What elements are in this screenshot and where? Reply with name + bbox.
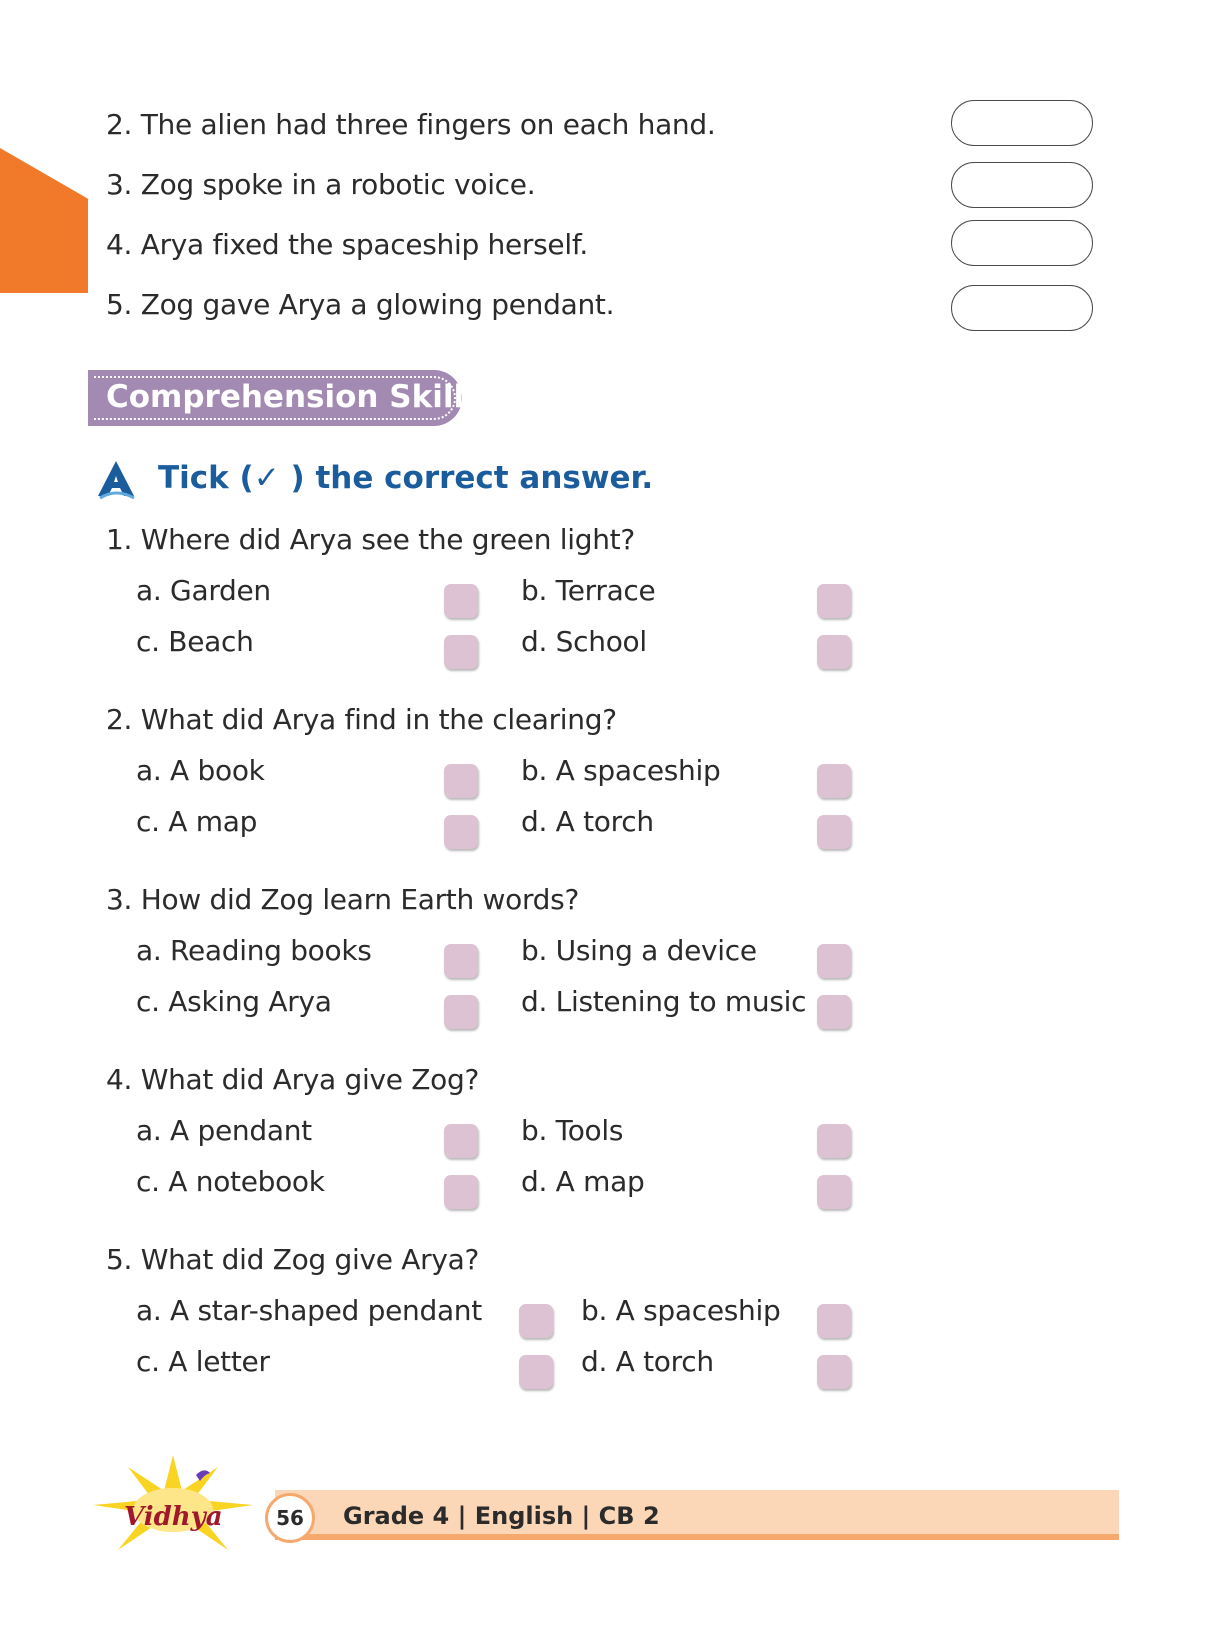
- q1-option-c: c. Beach: [136, 625, 254, 658]
- q2-checkbox-c[interactable]: [444, 815, 478, 849]
- q3-option-d: d. Listening to music: [521, 985, 807, 1018]
- q5-option-d: d. A torch: [581, 1345, 714, 1378]
- footer-text: Grade 4 | English | CB 2: [343, 1502, 660, 1530]
- q3-checkbox-c[interactable]: [444, 995, 478, 1029]
- q5-checkbox-a[interactable]: [519, 1304, 553, 1338]
- activity-instruction: Tick (✓ ) the correct answer.: [158, 460, 654, 496]
- q3-checkbox-d[interactable]: [817, 995, 851, 1029]
- q2-option-b: b. A spaceship: [521, 754, 721, 787]
- q5-option-c: c. A letter: [136, 1345, 270, 1378]
- q4-option-a: a. A pendant: [136, 1114, 312, 1147]
- q1-option-a: a. Garden: [136, 574, 271, 607]
- q1-checkbox-d[interactable]: [817, 635, 851, 669]
- statement-4: 4. Arya fixed the spaceship herself.: [106, 228, 588, 261]
- q3-option-b: b. Using a device: [521, 934, 757, 967]
- logo-text: Vidhya: [124, 1502, 223, 1532]
- q1-checkbox-b[interactable]: [817, 584, 851, 618]
- q3-checkbox-b[interactable]: [817, 944, 851, 978]
- q2-checkbox-b[interactable]: [817, 764, 851, 798]
- q5-checkbox-c[interactable]: [519, 1355, 553, 1389]
- question-2: 2. What did Arya find in the clearing?: [106, 703, 617, 736]
- q5-checkbox-d[interactable]: [817, 1355, 851, 1389]
- q2-checkbox-a[interactable]: [444, 764, 478, 798]
- q4-option-b: b. Tools: [521, 1114, 624, 1147]
- q5-option-b: b. A spaceship: [581, 1294, 781, 1327]
- q1-checkbox-c[interactable]: [444, 635, 478, 669]
- q2-option-c: c. A map: [136, 805, 258, 838]
- orange-corner-tab: [0, 148, 88, 293]
- question-5: 5. What did Zog give Arya?: [106, 1243, 480, 1276]
- answer-box-5[interactable]: [951, 285, 1093, 331]
- page-number: 56: [265, 1493, 315, 1543]
- q1-option-b: b. Terrace: [521, 574, 656, 607]
- comprehension-skills-banner: [88, 370, 483, 426]
- q2-checkbox-d[interactable]: [817, 815, 851, 849]
- q3-option-c: c. Asking Arya: [136, 985, 332, 1018]
- q5-checkbox-b[interactable]: [817, 1304, 851, 1338]
- q2-option-d: d. A torch: [521, 805, 654, 838]
- q4-checkbox-a[interactable]: [444, 1124, 478, 1158]
- section-title: Comprehension Skills: [106, 379, 483, 415]
- q4-option-c: c. A notebook: [136, 1165, 325, 1198]
- q2-option-a: a. A book: [136, 754, 265, 787]
- q3-checkbox-a[interactable]: [444, 944, 478, 978]
- statement-2: 2. The alien had three fingers on each hand.: [106, 108, 716, 141]
- q4-checkbox-c[interactable]: [444, 1175, 478, 1209]
- q1-checkbox-a[interactable]: [444, 584, 478, 618]
- q4-checkbox-b[interactable]: [817, 1124, 851, 1158]
- q4-checkbox-d[interactable]: [817, 1175, 851, 1209]
- statement-5: 5. Zog gave Arya a glowing pendant.: [106, 288, 615, 321]
- activity-a-icon: [94, 458, 138, 502]
- question-3: 3. How did Zog learn Earth words?: [106, 883, 580, 916]
- question-1: 1. Where did Arya see the green light?: [106, 523, 635, 556]
- statement-3: 3. Zog spoke in a robotic voice.: [106, 168, 536, 201]
- q5-option-a: a. A star-shaped pendant: [136, 1294, 482, 1327]
- answer-box-4[interactable]: [951, 220, 1093, 266]
- q1-option-d: d. School: [521, 625, 647, 658]
- answer-box-2[interactable]: [951, 100, 1093, 146]
- question-4: 4. What did Arya give Zog?: [106, 1063, 480, 1096]
- q4-option-d: d. A map: [521, 1165, 645, 1198]
- answer-box-3[interactable]: [951, 162, 1093, 208]
- q3-option-a: a. Reading books: [136, 934, 372, 967]
